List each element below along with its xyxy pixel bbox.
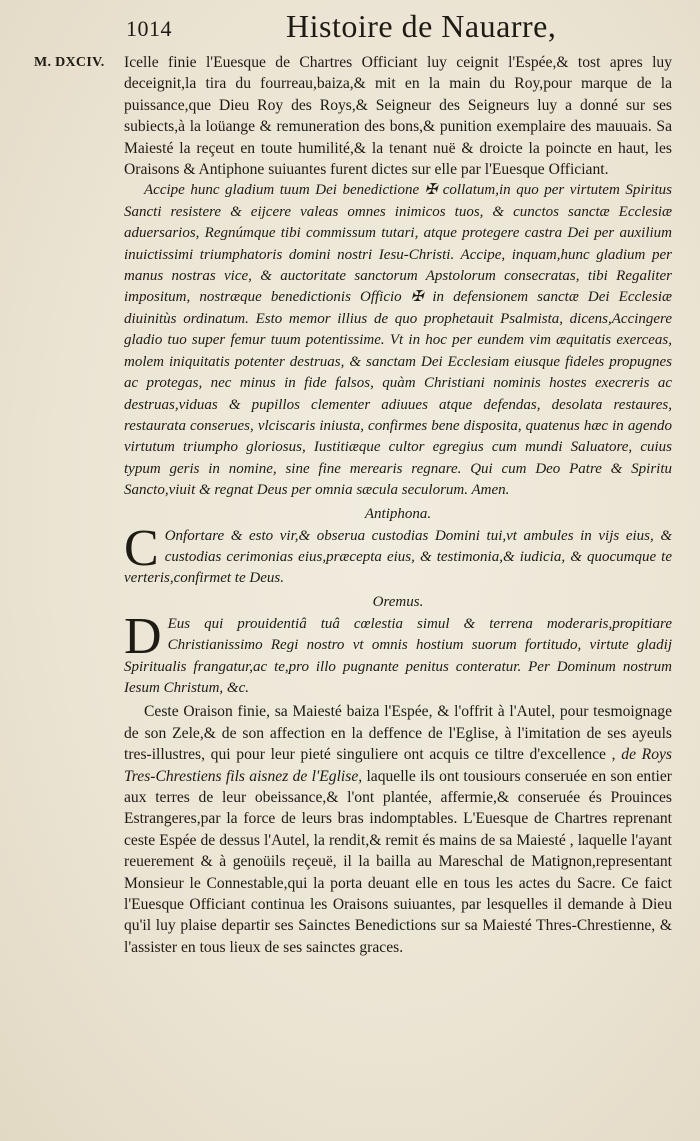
closing-paragraph-italic: de Roys Tres-Chrestiens fils aisnez de l'Eglise, bbox=[124, 746, 672, 785]
heading-oremus: Oremus. bbox=[372, 593, 424, 610]
heading-antiphona: Antiphona. bbox=[364, 505, 432, 522]
oremus-text bbox=[124, 614, 672, 700]
closing-paragraph-part-b: laquelle ils ont tousiours conseruée en son entier aux terres de leur obeissance,& l'ont plantée, affermie,& conseruée és Prouinces Estrangeres,par la force de leurs bras indomptables. L'Euesque de Chartres reprenant ceste Espée de dessus l'Autel, la rendit,& remit és mains de sa Maiesté , laquelle l'ayant reuerement & à genoüils reçeuë, il la bailla au Mareschal de Matignon,representant Monsieur le Connestable,qui la porta deuant elle en tous les actes du Sacre. Ce faict l'Euesque Officiant continua les Oraisons suiuantes, par lesquelles il demande à Dieu qu'il luy plaise departir ses Sainctes Benedictions sur sa Maiesté Thres-Chrestienne, & l'assister en tous lieux de ses sainctes graces. bbox=[124, 767, 672, 956]
drop-cap-d: D bbox=[124, 613, 162, 665]
latin-blessing: Accipe hunc gladium tuum Dei benedictione ✠ collatum,in quo per virtutem Spiritus Sancti resistere & eijcere valeas omnes inimicos tuos, & cunctos sanctæ Ecclesiæ aduersarios, Regnúmque tibi commissum tutari, atque protegere castra Dei per auxilium inuictissimi triumphatoris domini nostri Iesu-Christi. Accipe, inquam,hunc gladium per manus nostras vice, & auctoritate sanctorum Apstolorum consecratas, tibi Regaliter impositum, nostræque benedictionis Officio ✠ in defensionem sanctæ Dei Ecclesiæ diuinitùs ordinatum. Esto memor illius de quo prophetauit Psalmista, dicens,Accingere gladio tuo super femur tuum potentissime. Vt in hoc per eundem vim æquitatis exerceas, molem iniquitatis potenter destruas, & sanctam Dei Ecclesiam eiusque fideles propugnes ac protegas, nec minus in fide falsos, quàm Christiani nominis hostes execreris ac destruas,viduas & pupillos clementer adiuues atque defendas, desolata restaures, restaurata conserues, vlciscaris iniusta, confirmes bene disposita, quatenus hæc in agendo virtutum triumpho gloriosus, Iustitiæque cultor egregius cum mundi Saluatore, cuius typum geris in nomine, sine fine merearis regnare. Qui cum Deo Patre & Spiritu Sancto,viuit & regnat Deus per omnia sæcula seculorum. Amen. bbox=[124, 182, 672, 499]
closing-paragraph-part-a: Ceste Oraison finie, sa Maiesté baiza l'Espée, & l'offrit à l'Autel, pour tesmoignage de son Zele,& de son affection en la deffence de l'Eglise, à l'imitation de ses ayeuls tres-illustres, qui pour leur pieté singuliere ont acquis ce tiltre d'excellence , bbox=[124, 703, 672, 764]
main-text bbox=[124, 52, 672, 958]
opening-paragraph: Icelle finie l'Euesque de Chartres Officiant luy ceignit l'Espée,& tost apres luy deceignit,la tira du fourreau,baiza,& mit en la main du Roy,pour marque de la puissance,que Dieu Roy des Roys,& Seigneur des Seigneurs luy a donné sur ses subiects,à la loüange & remuneration des bons,& punition exemplaire des mauuais. Sa Maiesté la reçeut en toute humilité,& la tenant nuë & droicte la poincte en haut, les Oraisons & Antiphone suiuantes furent dictes sur elle par l'Euesque Officiant. bbox=[124, 54, 672, 179]
antiphona-text bbox=[124, 526, 672, 590]
running-title: Histoire de Nauarre, bbox=[286, 8, 557, 44]
oremus-body: Eus qui prouidentiâ tuâ cœlestia simul & terrena moderaris,propitiare Christianissimo Regi nostro vt omnis hostium suorum fortitudo, virtute gladij Spiritualis frangatur,ac te,pro illo pugnante penitus conteratur. Per Dominum nostrum Iesum Christum, &c. bbox=[124, 615, 672, 696]
drop-cap-c: C bbox=[124, 525, 159, 577]
closing-paragraph bbox=[124, 701, 672, 958]
page-number: 1014 bbox=[126, 16, 172, 41]
margin-year-note: M. DXCIV. bbox=[34, 55, 105, 70]
antiphona-body: Onfortare & esto vir,& obserua custodias Domini tui,vt ambules in vijs eius, & custodias cerimonias eius,præcepta eius, & testimonia,& iudicia, & quocumque te verteris,confirmet te Deus. bbox=[124, 527, 672, 587]
page-header bbox=[118, 6, 678, 46]
